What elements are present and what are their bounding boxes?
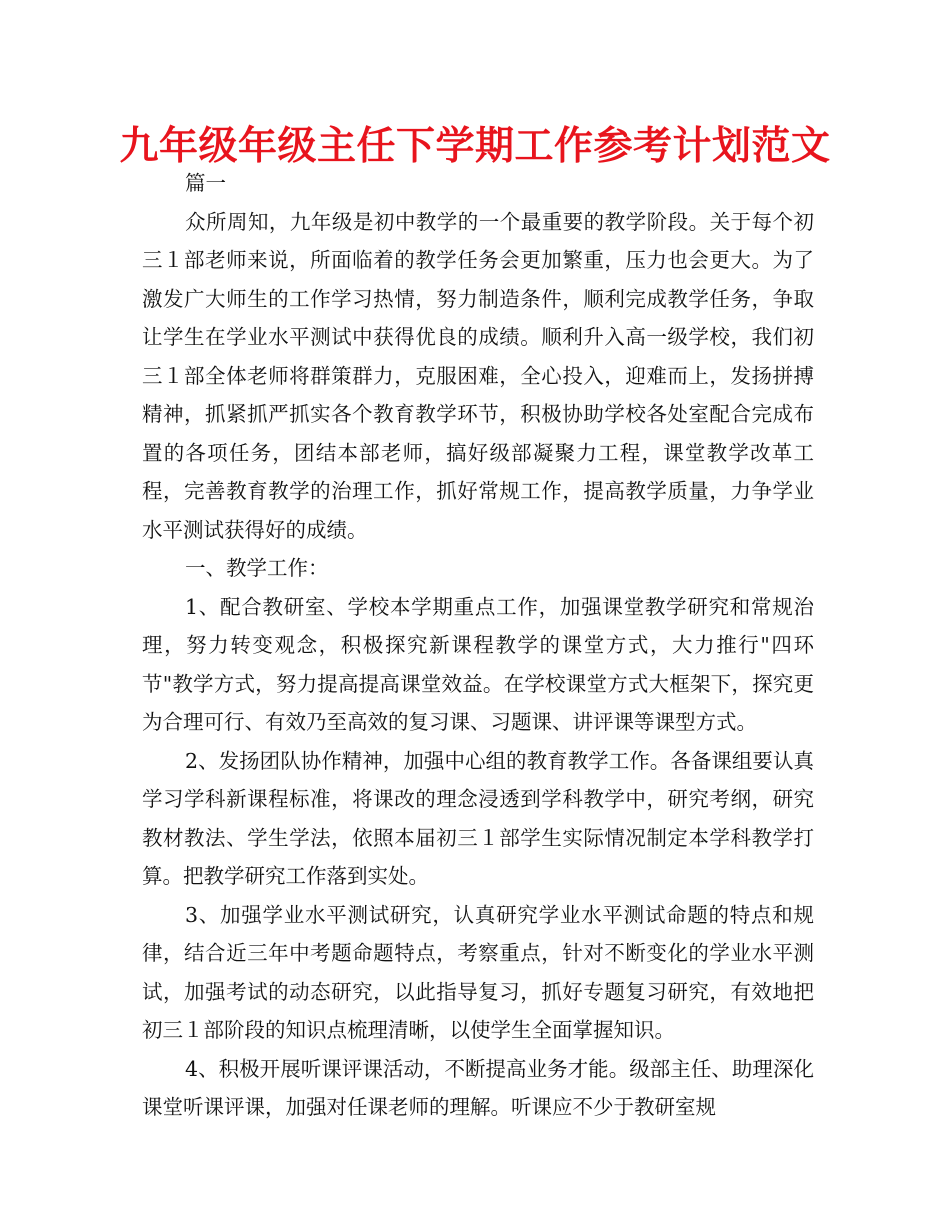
document-body <box>142 164 814 1127</box>
section-heading: 一、教学工作： <box>185 556 329 580</box>
section-label: 篇一 <box>185 171 226 195</box>
paragraph-item-1: 1、配合教研室、学校本学期重点工作，加强课堂教学研究和常规治理，努力转变观念，积极探究新课程教学的课堂方式，大力推行"四环节"教学方式，努力提高提高课堂效益。在学校课堂方式大框架下，探究更为合理可行、有效乃至高效的复习课、习题课、讲评课等课型方式。 <box>142 594 814 734</box>
paragraph-item-3: 3、加强学业水平测试研究，认真研究学业水平测试命题的特点和规律，结合近三年中考题命题特点，考察重点，针对不断变化的学业水平测试，加强考试的动态研究，以此指导复习，抓好专题复习研究，有效地把初三１部阶段的知识点梳理清晰，以使学生全面掌握知识。 <box>142 902 814 1042</box>
paragraph-item-4: 4、积极开展听课评课活动，不断提高业务才能。级部主任、助理深化课堂听课评课，加强对任课老师的理解。听课应不少于教研室规 <box>142 1056 814 1119</box>
paragraph-intro: 众所周知，九年级是初中教学的一个最重要的教学阶段。关于每个初三１部老师来说，所面临着的教学任务会更加繁重，压力也会更大。为了激发广大师生的工作学习热情，努力制造条件，顺利完成教学任务，争取让学生在学业水平测试中获得优良的成绩。顺利升入高一级学校，我们初三１部全体老师将群策群力，克服困难，全心投入，迎难而上，发扬拼搏精神，抓紧抓严抓实各个教育教学环节，积极协助学校各处室配合完成布置的各项任务，团结本部老师，搞好级部凝聚力工程，课堂教学改革工程，完善教育教学的治理工作，抓好常规工作，提高教学质量，力争学业水平测试获得好的成绩。 <box>142 209 814 542</box>
paragraph-item-2: 2、发扬团队协作精神，加强中心组的教育教学工作。各备课组要认真学习学科新课程标准，将课改的理念浸透到学科教学中，研究考纲，研究教材教法、学生学法，依照本届初三１部学生实际情况制定本学科教学打算。把教学研究工作落到实处。 <box>142 748 814 888</box>
document-title: 九年级年级主任下学期工作参考计划范文 <box>119 124 831 169</box>
